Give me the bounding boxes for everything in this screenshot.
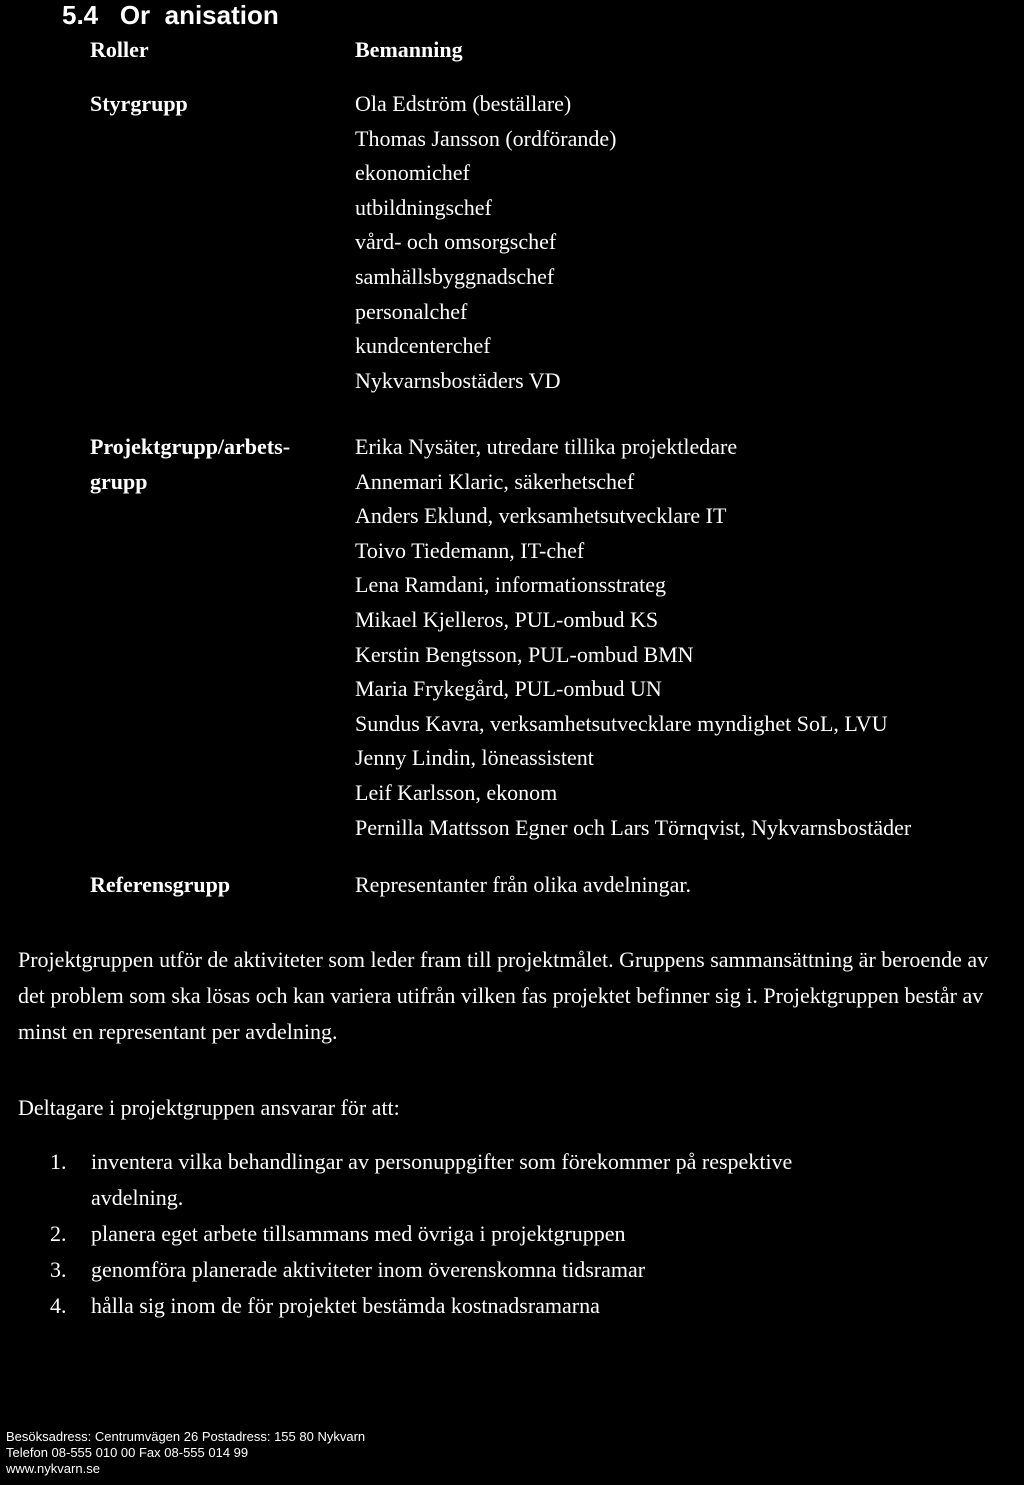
list-text: inventera vilka behandlingar av personuppgifter som förekommer på respektive avdelning. bbox=[91, 1149, 793, 1210]
list-number: 4. bbox=[50, 1293, 67, 1318]
staff-member: Pernilla Mattsson Egner och Lars Törnqvist, Nykvarnsbostäder bbox=[355, 814, 912, 840]
column-header-staff: Bemanning bbox=[355, 37, 463, 62]
staff-member: Toivo Tiedemann, IT-chef bbox=[355, 537, 585, 563]
responsibilities-list bbox=[50, 1144, 850, 1324]
project-group-paragraph: Projektgruppen utför de aktiviteter som leder fram till projektmålet. Gruppens sammansättning är beroende av det problem som ska lösas och kan variera utifrån vilken fas projektet befinner sig i. Projektgruppen består av minst en representant per avdelning. bbox=[18, 947, 989, 1044]
staff-member: Ola Edström (beställare) bbox=[355, 91, 572, 116]
staff-member: Jenny Lindin, löneassistent bbox=[355, 745, 594, 771]
staff-member: vård- och omsorgschef bbox=[355, 229, 557, 255]
staff-reference-group bbox=[355, 868, 1024, 903]
staff-member: Anders Eklund, verksamhetsutvecklare IT bbox=[355, 503, 727, 529]
column-header-roles: Roller bbox=[90, 37, 149, 62]
staff-member: samhällsbyggnadschef bbox=[355, 263, 555, 289]
footer-phone: Telefon 08-555 010 00 Fax 08-555 014 99 bbox=[6, 1445, 249, 1460]
staff-member: Annemari Klaric, säkerhetschef bbox=[355, 468, 635, 494]
list-number: 3. bbox=[50, 1257, 67, 1282]
footer-website: www.nykvarn.se bbox=[6, 1461, 100, 1476]
list-text: planera eget arbete tillsammans med övriga i projektgruppen bbox=[91, 1221, 626, 1246]
staff-member: Mikael Kjelleros, PUL-ombud KS bbox=[355, 606, 659, 632]
list-item bbox=[50, 1144, 850, 1216]
list-text: genomföra planerade aktiviteter inom överenskomna tidsramar bbox=[91, 1257, 646, 1282]
role-reference-group: Referensgrupp bbox=[90, 872, 231, 897]
staff-member: utbildningschef bbox=[355, 194, 492, 220]
responsibilities-intro: Deltagare i projektgruppen ansvarar för att: bbox=[18, 1095, 400, 1120]
staff-member: personalchef bbox=[355, 298, 468, 324]
staff-steering-group bbox=[355, 87, 1024, 398]
role-project-group: Projektgrupp/arbets-grupp bbox=[90, 434, 291, 494]
list-item bbox=[50, 1288, 850, 1324]
staff-member: Representanter från olika avdelningar. bbox=[355, 872, 691, 897]
staff-member: Maria Frykegård, PUL-ombud UN bbox=[355, 676, 662, 702]
footer-address: Besöksadress: Centrumvägen 26 Postadress: 155 80 Nykvarn bbox=[6, 1429, 366, 1444]
list-number: 1. bbox=[50, 1149, 67, 1174]
section-heading: 5.4 Or anisation bbox=[62, 0, 279, 30]
staff-member: Thomas Jansson (ordförande) bbox=[355, 125, 617, 151]
staff-member: Sundus Kavra, verksamhetsutvecklare myndighet SoL, LVU bbox=[355, 710, 888, 736]
staff-project-group bbox=[355, 430, 1024, 845]
list-text: hålla sig inom de för projektet bestämda kostnadsramarna bbox=[91, 1293, 600, 1318]
list-item bbox=[50, 1216, 850, 1252]
page-footer bbox=[6, 1429, 365, 1477]
role-steering-group: Styrgrupp bbox=[90, 91, 188, 116]
staff-member: Leif Karlsson, ekonom bbox=[355, 779, 558, 805]
staff-member: Lena Ramdani, informationsstrateg bbox=[355, 572, 666, 598]
list-item bbox=[50, 1252, 850, 1288]
staff-member: ekonomichef bbox=[355, 160, 470, 186]
list-number: 2. bbox=[50, 1221, 67, 1246]
staff-member: Kerstin Bengtsson, PUL-ombud BMN bbox=[355, 641, 694, 667]
staff-member: kundcenterchef bbox=[355, 333, 491, 359]
staff-member: Erika Nysäter, utredare tillika projektledare bbox=[355, 434, 738, 459]
staff-member: Nykvarnsbostäders VD bbox=[355, 367, 561, 393]
